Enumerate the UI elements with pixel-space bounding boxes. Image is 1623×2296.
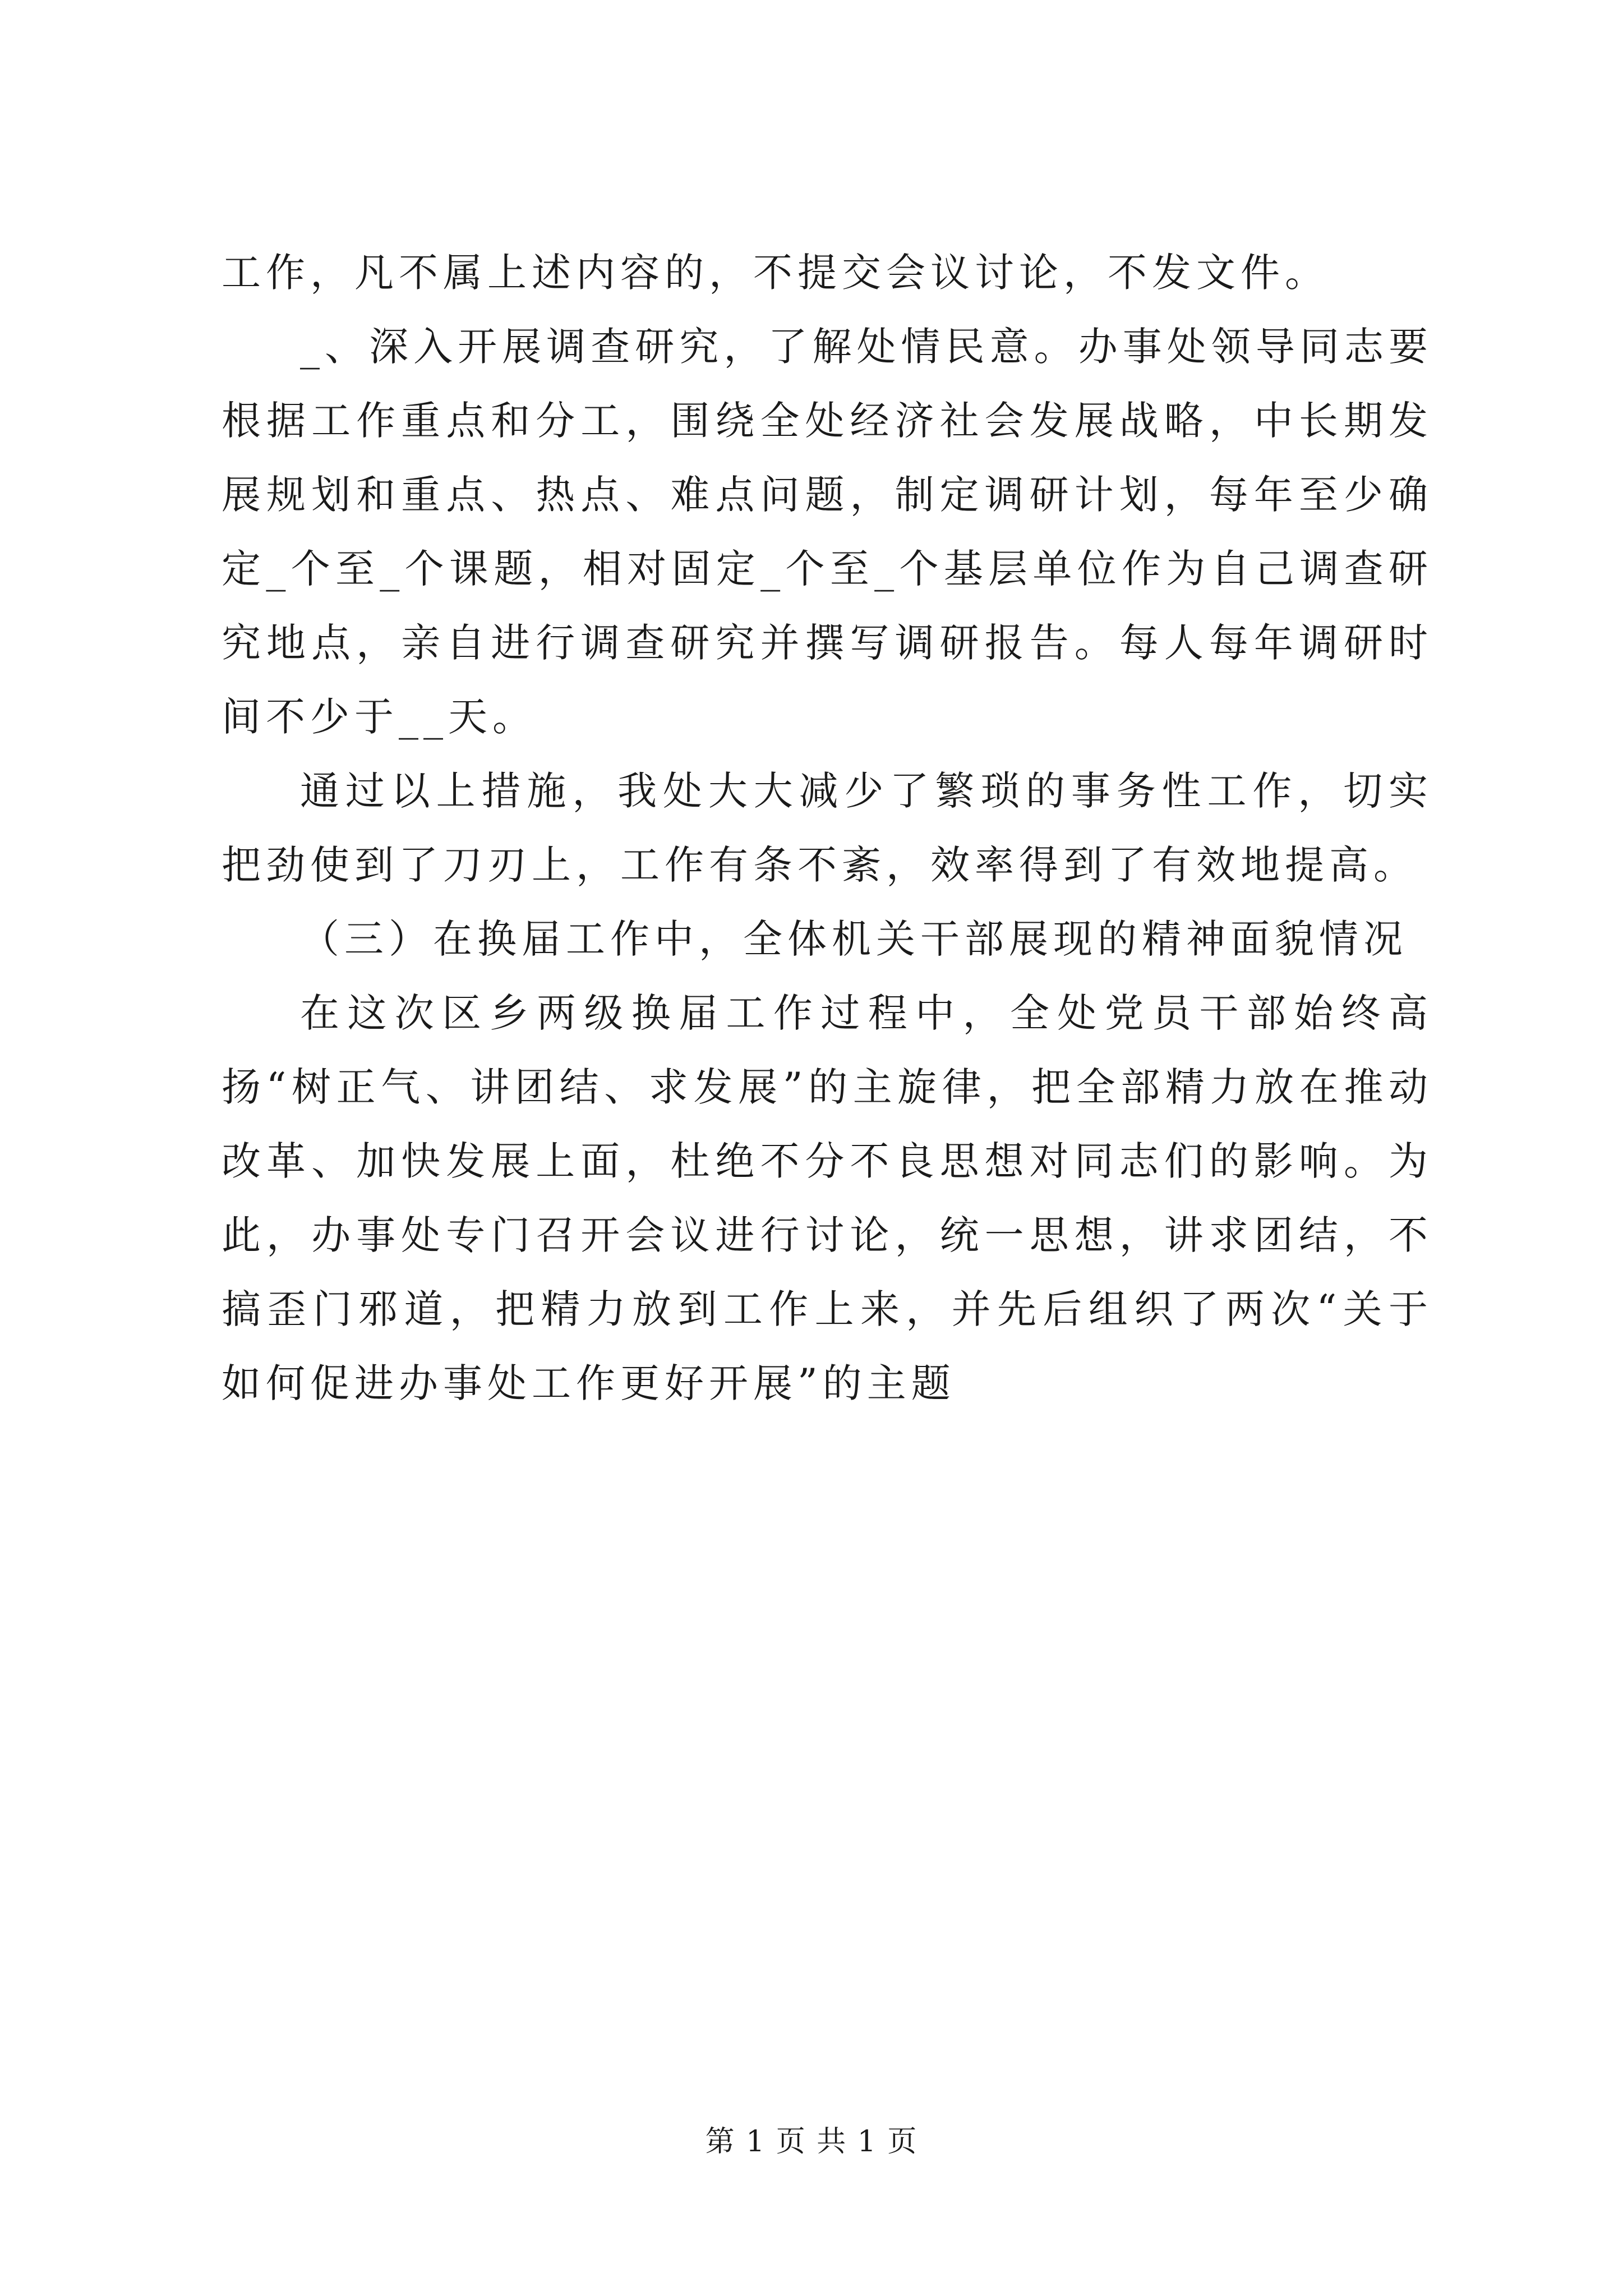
paragraph-1: 工作，凡不属上述内容的，不提交会议讨论，不发文件。 [222,250,1329,296]
document-body [222,236,1433,1420]
section-heading: （三）在换届工作中，全体机关干部展现的精神面貌情况 [300,916,1408,962]
paragraph-2: _、深入开展调查研究，了解处情民意。办事处领导同志要根据工作重点和分工，围绕全处经济社会发展战略，中长期发展规划和重点、热点、难点问题，制定调研计划，每年至少确定_个至_个课题，相对固定_个至_个基层单位作为自己调查研究地点，亲自进行调查研究并撰写调研报告。每人每年调研时间不少于__天。 [222,324,1433,740]
page-footer: 第 1 页 共 1 页 [705,2125,918,2159]
paragraph-5: 在这次区乡两级换届工作过程中，全处党员干部始终高扬“树正气、讲团结、求发展”的主旋律，把全部精力放在推动改革、加快发展上面，杜绝不分不良思想对同志们的影响。为此，办事处专门召开会议进行讨论，统一思想，讲求团结，不搞歪门邪道，把精力放到工作上来，并先后组织了两次“关于如何促进办事处工作更好开展”的主题 [222,990,1433,1406]
paragraph-3: 通过以上措施，我处大大减少了繁琐的事务性工作，切实把劲使到了刀刃上，工作有条不紊，效率得到了有效地提高。 [222,768,1433,888]
